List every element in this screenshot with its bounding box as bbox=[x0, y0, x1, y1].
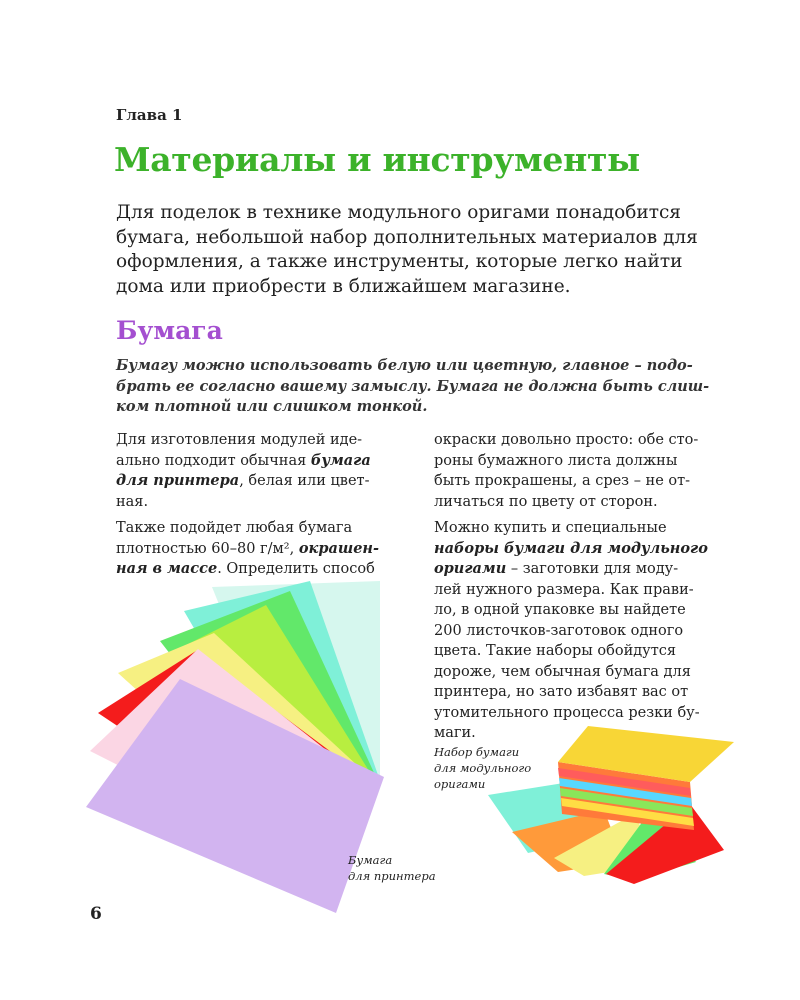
text-segment: , белая или цвет- bbox=[239, 473, 370, 489]
text-segment: – заготовки для моду- bbox=[506, 561, 679, 577]
caption-line: Набор бумаги bbox=[434, 745, 520, 759]
text-line bbox=[116, 471, 396, 492]
page-number: 6 bbox=[90, 904, 102, 924]
intro-line: дома или приобрести в ближайшем магазине. bbox=[116, 275, 571, 297]
text-line bbox=[434, 559, 734, 580]
text-line: быть прокрашены, а срез – не от- bbox=[434, 473, 691, 489]
text-line: ло, в одной упаковке вы найдете bbox=[434, 602, 686, 618]
caption-printer-paper bbox=[348, 852, 436, 884]
emphasis-text: окрашен- bbox=[298, 539, 380, 557]
text-line: ная. bbox=[116, 493, 149, 510]
chapter-label: Глава 1 bbox=[116, 106, 183, 124]
emphasis-text: ная в массе bbox=[116, 560, 218, 577]
text-line: цвета. Такие наборы обойдутся bbox=[434, 643, 676, 659]
text-line: дороже, чем обычная бумага для bbox=[434, 663, 691, 680]
column-right bbox=[434, 430, 734, 744]
emphasis-text: бумага bbox=[310, 451, 371, 469]
caption-line: для принтера bbox=[348, 869, 436, 883]
text-line bbox=[116, 451, 396, 472]
text-segment: плотностью 60–80 г/м², bbox=[116, 540, 299, 557]
section-title: Бумага bbox=[116, 316, 223, 345]
caption-line: Бумага bbox=[348, 853, 393, 867]
lead-line: ком плотной или слишком тонкой. bbox=[116, 398, 428, 415]
text-line: принтера, но зато избавят вас от bbox=[434, 684, 689, 700]
emphasis-text: оригами bbox=[434, 560, 507, 577]
text-segment: . Определить способ bbox=[217, 561, 375, 577]
text-line bbox=[434, 539, 734, 560]
text-line: роны бумажного листа должны bbox=[434, 452, 678, 469]
text-line: Можно купить и специальные bbox=[434, 520, 667, 536]
intro-line: оформления, а также инструменты, которые легко найти bbox=[116, 251, 683, 272]
page-title: Материалы и инструменты bbox=[114, 140, 640, 179]
intro-line: Для поделок в технике модульного оригами понадобится bbox=[116, 202, 681, 223]
text-line: Для изготовления модулей иде- bbox=[116, 432, 363, 448]
text-segment: ально подходит обычная bbox=[116, 452, 311, 469]
caption-line: оригами bbox=[434, 777, 486, 791]
intro-paragraph bbox=[116, 201, 716, 299]
caption-line: для модульного bbox=[434, 761, 532, 775]
text-line: окраски довольно просто: обе сто- bbox=[434, 432, 699, 448]
text-line: личаться по цвету от сторон. bbox=[434, 493, 658, 510]
lead-paragraph bbox=[116, 356, 716, 418]
text-line: Также подойдет любая бумага bbox=[116, 520, 353, 536]
text-line: лей нужного размера. Как прави- bbox=[434, 581, 694, 598]
lead-line: брать ее согласно вашему замыслу. Бумага не должна быть слиш- bbox=[116, 377, 710, 395]
text-line: маги. bbox=[434, 725, 476, 741]
emphasis-text: для принтера bbox=[116, 472, 240, 489]
lead-line: Бумагу можно использовать белую или цветную, главное – подо- bbox=[116, 357, 693, 374]
text-line: утомительного процесса резки бу- bbox=[434, 704, 700, 721]
text-line: 200 листочков-заготовок одного bbox=[434, 622, 684, 639]
text-line bbox=[116, 539, 396, 560]
column-left bbox=[116, 430, 396, 580]
caption-origami-set bbox=[434, 744, 531, 792]
intro-line: бумага, небольшой набор дополнительных материалов для bbox=[116, 226, 698, 248]
emphasis-text: наборы бумаги для модульного bbox=[434, 539, 708, 557]
